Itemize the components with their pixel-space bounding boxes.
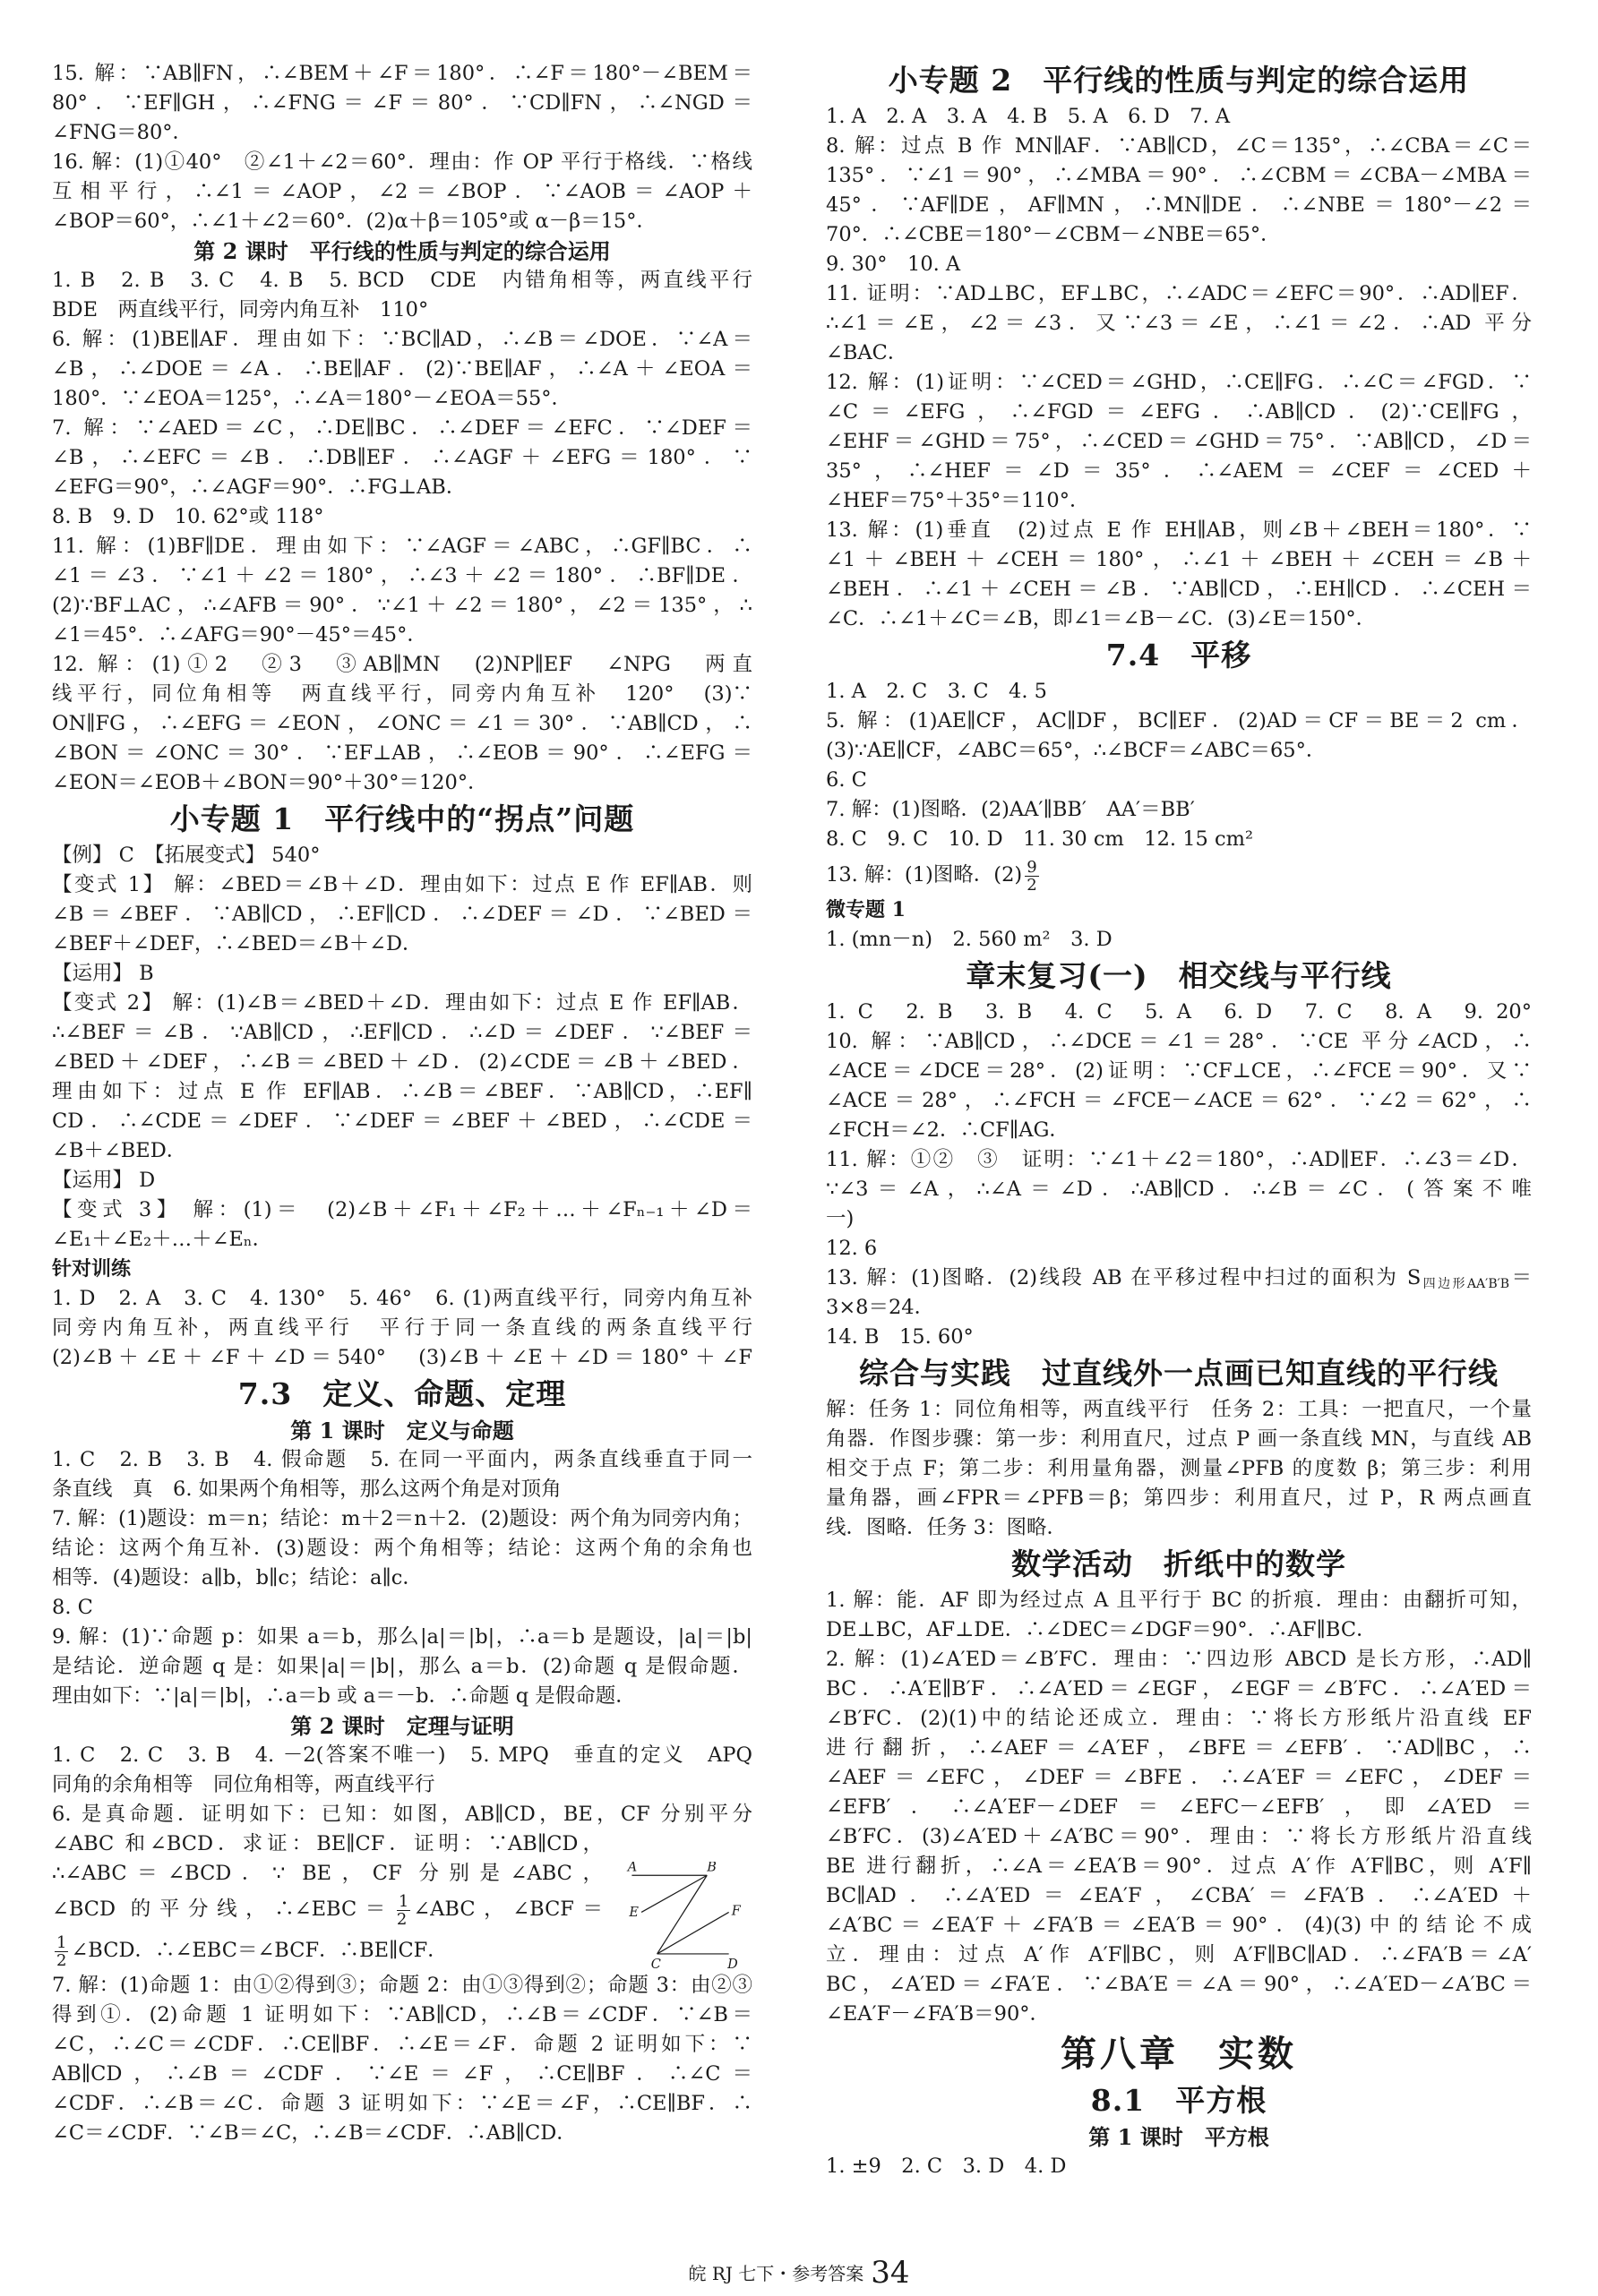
answer-line: 35°，∴∠HEF＝∠D＝35°．∴∠AEM＝∠CEF＝∠CED＋ [826, 459, 1532, 483]
section-heading: 章末复习(一) 相交线与平行线 [966, 958, 1392, 993]
answer-line [52, 1889, 603, 1930]
answer-line: 1. 解：能．AF 即为经过点 A 且平行于 BC 的折痕．理由：由翻折可知， [826, 1589, 1532, 1612]
answer-line: 【变式 2】 解：(1)∠B＝∠BED＋∠D．理由如下：过点 E 作 EF∥AB． [52, 991, 752, 1015]
answer-line: 15. 解：∵AB∥FN，∴∠BEM＋∠F＝180°．∴∠F＝180°－∠BEM＝ [52, 62, 752, 85]
section-heading: 小专题 2 平行线的性质与判定的综合运用 [888, 63, 1470, 98]
answer-line: ∠C．∴∠1＋∠C＝∠B，即∠1＝∠B－∠C．(3)∠E＝150°． [826, 607, 1377, 630]
subsection-label: 针对训练 [52, 1257, 132, 1281]
answer-line: 13. 解：(1)垂直 (2)过点 E 作 EH∥AB，则∠B＋∠BEH＝180°．∵ [826, 518, 1532, 542]
answer-line: ∠EON＝∠EOB＋∠BON＝90°＋30°＝120°． [52, 771, 488, 794]
answer-line: CD．∴∠CDE＝∠DEF．∵∠DEF＝∠BEF＋∠BED，∴∠CDE＝ [52, 1109, 752, 1133]
answer-line: 1. D 2. A 3. C 4. 130° 5. 46° 6. (1)两直线平行，同旁内角互补 [52, 1287, 752, 1310]
answer-line: ∠C＝∠CDF．∵∠B＝∠C，∴∠B＝∠CDF．∴AB∥CD． [52, 2121, 577, 2145]
answer-line: 【运用】 B [52, 962, 154, 985]
answer-line: 6. 是真命题．证明如下：已知：如图，AB∥CD，BE，CF 分别平分 [52, 1803, 752, 1826]
answer-line: (2)∠B＋∠E＋∠F＋∠D＝540° (3)∠B＋∠E＋∠D＝180°＋∠F [52, 1346, 752, 1369]
answer-line: BC∥AD．∴∠A′ED＝∠EA′F，∠CBA′＝∠FA′B．∴∠A′ED＋ [826, 1884, 1532, 1907]
answer-line: 8. C [52, 1596, 93, 1619]
right-column [826, 59, 1532, 2181]
lesson-heading: 第 2 课时 平行线的性质与判定的综合运用 [193, 238, 611, 264]
page-number: 34 [871, 2255, 910, 2291]
section-heading: 8.1 平方根 [1090, 2083, 1267, 2118]
denominator: 2 [1027, 875, 1037, 895]
answer-line: 3×8＝24． [826, 1296, 935, 1319]
answer-line: ∠EA′F－∠FA′B＝90°． [826, 2002, 1051, 2026]
answer-line: 135°．∵∠1＝90°，∴∠MBA＝90°．∴∠CBM＝∠CBA－∠MBA＝ [826, 164, 1532, 187]
answer-line: ∵∠3＝∠A，∴∠A＝∠D．∴AB∥CD．∴∠B＝∠C．(答案不唯 [826, 1178, 1532, 1201]
section-heading: 数学活动 折纸中的数学 [1011, 1546, 1346, 1581]
answer-line: 12. 6 [826, 1237, 878, 1260]
answer-line: AB∥CD，∴∠B＝∠CDF．∵∠E＝∠F，∴CE∥BF．∴∠C＝ [52, 2062, 752, 2086]
text-run: 13. 解：(1)图略．(2) [826, 863, 1023, 887]
answer-line: 【运用】 D [52, 1169, 156, 1192]
answer-line: (3)∵AE∥CF，∠ABC＝65°，∴∠BCF＝∠ABC＝65°． [826, 739, 1327, 762]
text-run: ∠BCD．∴∠EBC＝∠BCF．∴BE∥CF． [71, 1939, 448, 1962]
footer-label: 皖 RJ 七下・参考答案 [688, 2263, 864, 2284]
answer-line: ∠C＝∠EFG，∴∠FGD＝∠EFG．∴AB∥CD．(2)∵CE∥FG， [826, 400, 1532, 424]
answer-line: BDE 两直线平行，同旁内角互补 110° [52, 298, 429, 321]
answer-line [826, 1264, 1532, 1293]
left-column [52, 59, 752, 2148]
answer-line: 1. C 2. B 3. B 4. C 5. A 6. D 7. C 8. A 9. 20° [826, 1000, 1532, 1024]
answer-line: 8. C 9. C 10. D 11. 30 cm 12. 15 cm² [826, 827, 1253, 851]
denominator: 2 [396, 1909, 408, 1929]
answer-line: 7. 解：(1)命题 1：由①②得到③；命题 2：由①③得到②；命题 3：由②③ [52, 1974, 752, 1997]
answer-line: ∠C，∴∠C＝∠CDF．∴CE∥BF．∴∠E＝∠F．命题 2 证明如下：∵ [52, 2033, 752, 2056]
answer-line: ∠B，∴∠EFC＝∠B．∴DB∥EF．∴∠AGF＋∠EFG＝180°．∵ [52, 446, 752, 469]
answer-line: ∠1＝45°．∴∠AFG＝90°－45°＝45°． [52, 623, 427, 647]
answer-line: 结论：这两个角互补．(3)题设：两个角相等；结论：这两个角的余角也 [52, 1537, 752, 1560]
answer-line: 45°．∵AF∥DE，AF∥MN，∴MN∥DE．∴∠NBE＝180°－∠2＝ [826, 193, 1532, 217]
answer-line: ∠E₁＋∠E₂＋…＋∠Eₙ． [52, 1228, 273, 1251]
answer-line: 7. 解：(1)题设：m＝n；结论：m＋2＝n＋2．(2)题设：两个角为同旁内角； [52, 1507, 752, 1530]
section-heading: 7.3 定义、命题、定理 [237, 1376, 567, 1411]
answer-line: 12. 解：(1)证明：∵∠CED＝∠GHD，∴CE∥FG．∴∠C＝∠FGD．∵ [826, 371, 1532, 394]
answer-line: ∴∠ABC＝∠BCD．∵ BE，CF 分别是∠ABC， [52, 1862, 603, 1885]
answer-line: 2. 解：(1)∠A′ED＝∠B′FC．理由：∵四边形 ABCD 是长方形，∴AD∥ [826, 1648, 1532, 1671]
lesson-heading: 第 1 课时 定义与命题 [290, 1418, 514, 1444]
answer-line: ∠ACE＝28°，∴∠FCH＝∠FCE－∠ACE＝62°．∵∠2＝62°，∴ [826, 1089, 1532, 1112]
answer-line: 70°．∴∠CBE＝180°－∠CBM－∠NBE＝65°． [826, 223, 1281, 246]
answer-line: 是结论．逆命题 q 是：如果|a|＝|b|，那么 a＝b．(2)命题 q 是假命题． [52, 1655, 752, 1678]
section-heading: 综合与实践 过直线外一点画已知直线的平行线 [859, 1356, 1499, 1391]
text-run: 13. 解：(1)图略．(2)线段 AB 在平移过程中扫过的面积为 S [826, 1266, 1422, 1289]
answer-line: 7. 解：∵∠AED＝∠C，∴DE∥BC．∴∠DEF＝∠EFC．∵∠DEF＝ [52, 416, 752, 440]
answer-line: ∠B＝∠BEF．∵AB∥CD，∴EF∥CD．∴∠DEF＝∠D．∵∠BED＝ [52, 903, 752, 926]
answer-line [826, 854, 1532, 895]
answer-line: 11. 解：①② ③ 证明：∵∠1＋∠2＝180°，∴AD∥EF．∴∠3＝∠D． [826, 1148, 1532, 1171]
answer-line: BC．∴A′E∥B′F．∴∠A′ED＝∠EGF，∠EGF＝∠B′FC．∴∠A′ED＝ [826, 1677, 1532, 1701]
answer-line: ∠EHF＝∠GHD＝75°，∴∠CED＝∠GHD＝75°．∵AB∥CD，∠D＝ [826, 430, 1532, 453]
answer-line: ∠B＋∠BED． [52, 1139, 187, 1162]
answer-line: 1. A 2. A 3. A 4. B 5. A 6. D 7. A [826, 105, 1231, 128]
answer-line: 7. 解：(1)图略．(2)AA′∥BB′ AA′＝BB′ [826, 798, 1195, 821]
answer-line: ∠BAC． [826, 341, 908, 364]
answer-line: 11. 证明：∵AD⊥BC，EF⊥BC，∴∠ADC＝∠EFC＝90°．∴AD∥EF． [826, 282, 1532, 305]
answer-line: ∠CDF．∴∠B＝∠C．命题 3 证明如下：∵∠E＝∠F，∴CE∥BF．∴ [52, 2092, 752, 2115]
answer-line: ∠HEF＝75°＋35°＝110°． [826, 489, 1090, 512]
answer-line: 相等．(4)题设：a∥b，b∥c；结论：a∥c． [52, 1566, 423, 1589]
answer-line: 9. 解：(1)∵命题 p：如果 a＝b，那么|a|＝|b|，∴a＝b 是题设，|a|＝|b| [52, 1625, 752, 1649]
answer-line: ∠BOP＝60°，∴∠1＋∠2＝60°．(2)α＋β＝105°或 α－β＝15°． [52, 210, 657, 233]
label-c: C [650, 1957, 661, 1971]
answer-line: ∠BED＋∠DEF，∴∠B＝∠BED＋∠D．(2)∠CDE＝∠B＋∠BED． [52, 1050, 752, 1074]
answer-line: ∠BEH．∴∠1＋∠CEH＝∠B．∵AB∥CD，∴EH∥CD．∴∠CEH＝ [826, 578, 1532, 601]
answer-line: 12. 解：(1)①2 ②3 ③AB∥MN (2)NP∥EF ∠NPG 两直 [52, 653, 752, 676]
fraction [55, 1934, 68, 1969]
answer-line: ∠BEF＋∠DEF，∴∠BED＝∠B＋∠D． [52, 932, 423, 955]
answer-line: 线．图略．任务 3：图略． [826, 1516, 1067, 1539]
answer-line: 16. 解：(1)①40° ②∠1＋∠2＝60°．理由：作 OP 平行于格线．∵格线 [52, 150, 752, 174]
answer-line: 14. B 15. 60° [826, 1325, 974, 1349]
lesson-heading: 第 2 课时 定理与证明 [290, 1713, 514, 1739]
answer-line: ∠EFB′．∴∠A′EF－∠DEF＝∠EFC－∠EFB′，即∠A′ED＝ [826, 1795, 1532, 1819]
answer-line: 【变式 3】 解：(1)＝ (2)∠B＋∠F₁＋∠F₂＋…＋∠Fₙ₋₁＋∠D＝ [52, 1198, 752, 1221]
answer-line: ∠BON＝∠ONC＝30°．∵EF⊥AB，∴∠EOB＝90°．∴∠EFG＝ [52, 741, 752, 765]
answer-line: ∠FCH＝∠2．∴CF∥AG． [826, 1118, 1070, 1142]
answer-line: 同角的余角相等 同位角相等，两直线平行 [52, 1773, 435, 1796]
answer-line: 6. 解：(1)BE∥AF．理由如下：∵BC∥AD，∴∠B＝∠DOE．∵∠A＝ [52, 328, 752, 351]
answer-line: 9. 30° 10. A [826, 253, 961, 276]
section-heading: 7.4 平移 [1105, 638, 1252, 673]
answer-line: DE⊥BC，AF⊥DE．∴∠DEC＝∠DGF＝90°．∴AF∥BC． [826, 1618, 1377, 1641]
answer-line: ∠ACE＝∠DCE＝28°．(2)证明：∵CF⊥CE，∴∠FCE＝90°．又∵ [826, 1059, 1532, 1083]
answer-line: (2)∵BF⊥AC，∴∠AFB＝90°．∵∠1＋∠2＝180°，∠2＝135°，∴ [52, 594, 752, 617]
text-run: ∠BCD 的平分线，∴∠EBC＝ [52, 1898, 394, 1921]
answer-line: 8. B 9. D 10. 62°或 118° [52, 505, 324, 528]
label-e: E [629, 1906, 639, 1920]
answer-line [52, 1930, 603, 1971]
answer-line: 1. C 2. C 3. B 4. －2(答案不唯一) 5. MPQ 垂直的定义 APQ [52, 1743, 752, 1767]
answer-line: 理由如下：过点 E 作 EF∥AB．∴∠B＝∠BEF．∵AB∥CD，∴EF∥ [52, 1080, 752, 1103]
answer-line: ∠B，∴∠DOE＝∠A．∴BE∥AF．(2)∵BE∥AF，∴∠A＋∠EOA＝ [52, 357, 752, 381]
numerator: 9 [1027, 857, 1037, 877]
subsection-label: 微专题 1 [826, 898, 906, 921]
answer-line: 同旁内角互补，两直线平行 平行于同一条直线的两条直线平行 [52, 1316, 752, 1340]
line-cf [657, 1912, 729, 1954]
answer-line: 10. 解：∵AB∥CD，∴∠DCE＝∠1＝28°．∵CE 平分∠ACD，∴ [826, 1030, 1532, 1053]
label-a: A [627, 1862, 638, 1875]
answer-line: 角器．作图步骤：第一步：利用直尺，过点 P 画一条直线 MN，与直线 AB [826, 1427, 1532, 1451]
answer-line: ∴∠BEF＝∠B．∵AB∥CD，∴EF∥CD．∴∠D＝∠DEF．∵∠BEF＝ [52, 1021, 752, 1044]
answer-line: ∠1＋∠BEH＋∠CEH＝180°，∴∠1＋∠BEH＋∠CEH＝∠B＋ [826, 548, 1532, 571]
answer-line: 6. C [826, 768, 867, 792]
text-run: ∠ABC，∠BCF＝ [413, 1898, 603, 1921]
answer-line: 1. C 2. B 3. B 4. 假命题 5. 在同一平面内，两条直线垂直于同一 [52, 1448, 752, 1471]
label-b: B [707, 1862, 717, 1875]
answer-line: 1. A 2. C 3. C 4. 5 [826, 680, 1047, 703]
subscript: 四边形AA′B′B [1421, 1277, 1510, 1291]
answer-line: BE 进行翻折，∴∠A＝∠EA′B＝90°．过点 A′作 A′F∥BC，则 A′F∥ [826, 1855, 1532, 1878]
answer-line: 互相平行，∴∠1＝∠AOP，∠2＝∠BOP．∵∠AOB＝∠AOP＋ [52, 180, 752, 203]
answer-line: ∠B′FC．(3)∠A′ED＋∠A′BC＝90°．理由：∵将长方形纸片沿直线 [826, 1825, 1532, 1848]
answer-line: 进行翻折，∴∠AEF＝∠A′EF，∠BFE＝∠EFB′．∵AD∥BC，∴ [826, 1736, 1532, 1760]
answer-line: ∠AEF＝∠EFC，∠DEF＝∠BFE．∴∠A′EF＝∠EFC，∠DEF＝ [826, 1766, 1532, 1789]
fraction [1025, 859, 1038, 894]
denominator: 2 [56, 1950, 67, 1970]
numerator: 1 [398, 1891, 409, 1911]
lesson-heading: 第 1 课时 平方根 [1088, 2124, 1269, 2150]
label-f: F [731, 1904, 741, 1919]
text-run: ＝ [1509, 1266, 1532, 1289]
answer-line: 11. 解：(1)BF∥DE．理由如下：∵∠AGF＝∠ABC，∴GF∥BC．∴ [52, 535, 752, 558]
answer-line: 一) [826, 1207, 855, 1230]
numerator: 1 [56, 1932, 67, 1952]
label-d: D [727, 1957, 738, 1971]
answer-line: 5. 解：(1)AE∥CF，AC∥DF，BC∥EF．(2)AD＝CF＝BE＝2 cm． [826, 709, 1532, 732]
answer-line: 1. B 2. B 3. C 4. B 5. BCD CDE 内错角相等，两直线平行 [52, 269, 752, 292]
answer-line: 相交于点 F；第二步：利用量角器，测量∠PFB 的度数 β；第三步：利用 [826, 1457, 1532, 1480]
answer-line: 量角器，画∠FPR＝∠PFB＝β；第四步：利用直尺，过 P，R 两点画直 [826, 1486, 1532, 1510]
answer-line: 立．理由：过点 A′作 A′F∥BC，则 A′F∥BC∥AD．∴∠FA′B＝∠A′ [826, 1943, 1532, 1966]
answer-line: 理由如下：∵|a|＝|b|，∴a＝b 或 a＝－b．∴命题 q 是假命题． [52, 1684, 636, 1708]
answer-line: 得到①．(2)命题 1 证明如下：∵AB∥CD，∴∠B＝∠CDF．∵∠B＝ [52, 2003, 752, 2026]
line-bc [657, 1875, 708, 1954]
answer-line: ∠1＝∠3．∵∠1＋∠2＝180°，∴∠3＋∠2＝180°．∴BF∥DE． [52, 564, 752, 587]
answer-line: 180°．∵∠EOA＝125°，∴∠A＝180°－∠EOA＝55°． [52, 387, 572, 410]
answer-line: 【变式 1】 解：∠BED＝∠B＋∠D．理由如下：过点 E 作 EF∥AB．则 [52, 873, 752, 896]
answer-line: 8. 解：过点 B 作 MN∥AF．∵AB∥CD，∠C＝135°，∴∠CBA＝∠C＝ [826, 134, 1532, 158]
answer-line: ∠ABC 和∠BCD．求证：BE∥CF．证明：∵AB∥CD， [52, 1832, 603, 1855]
answer-line: ∠A′BC＝∠EA′F＋∠FA′B＝∠EA′B＝90°．(4)(3)中的结论不成 [826, 1914, 1532, 1937]
answer-line: 【例】 C 【拓展变式】 540° [52, 844, 321, 867]
page-footer [0, 2255, 1598, 2291]
geometry-figure [620, 1862, 752, 1971]
answer-line: 1. ±9 2. C 3. D 4. D [826, 2155, 1067, 2178]
line-be [641, 1875, 707, 1912]
answer-line: 条直线 真 6. 如果两个角相等，那么这两个角是对顶角 [52, 1478, 562, 1501]
chapter-title: 第八章 实数 [1061, 2033, 1297, 2075]
answer-line: 解：任务 1：同位角相等，两直线平行 任务 2：工具：一把直尺，一个量 [826, 1398, 1532, 1421]
answer-line: 线平行，同位角相等 两直线平行，同旁内角互补 120° (3)∵ [52, 682, 752, 706]
answer-line: ∠EFG＝90°，∴∠AGF＝90°．∴FG⊥AB． [52, 475, 467, 499]
answer-line: ON∥FG，∴∠EFG＝∠EON，∠ONC＝∠1＝30°．∵AB∥CD，∴ [52, 712, 752, 735]
answer-line: ∴∠1＝∠E，∠2＝∠3．又∵∠3＝∠E，∴∠1＝∠2．∴AD 平分 [826, 312, 1532, 335]
section-heading: 小专题 1 平行线中的“拐点”问题 [169, 801, 635, 836]
answer-line: 80°．∵EF∥GH，∴∠FNG＝∠F＝80°．∵CD∥FN，∴∠NGD＝ [52, 91, 752, 115]
answer-line: BC，∠A′ED＝∠FA′E．∵∠BA′E＝∠A＝90°，∴∠A′ED－∠A′BC＝ [826, 1973, 1532, 1996]
answer-line: 1. (mn－n) 2. 560 m² 3. D [826, 928, 1113, 951]
answer-line: ∠FNG＝80°． [52, 121, 193, 144]
answer-line: ∠B′FC．(2)(1)中的结论还成立．理由：∵将长方形纸片沿直线 EF [826, 1707, 1532, 1730]
fraction [397, 1893, 410, 1928]
